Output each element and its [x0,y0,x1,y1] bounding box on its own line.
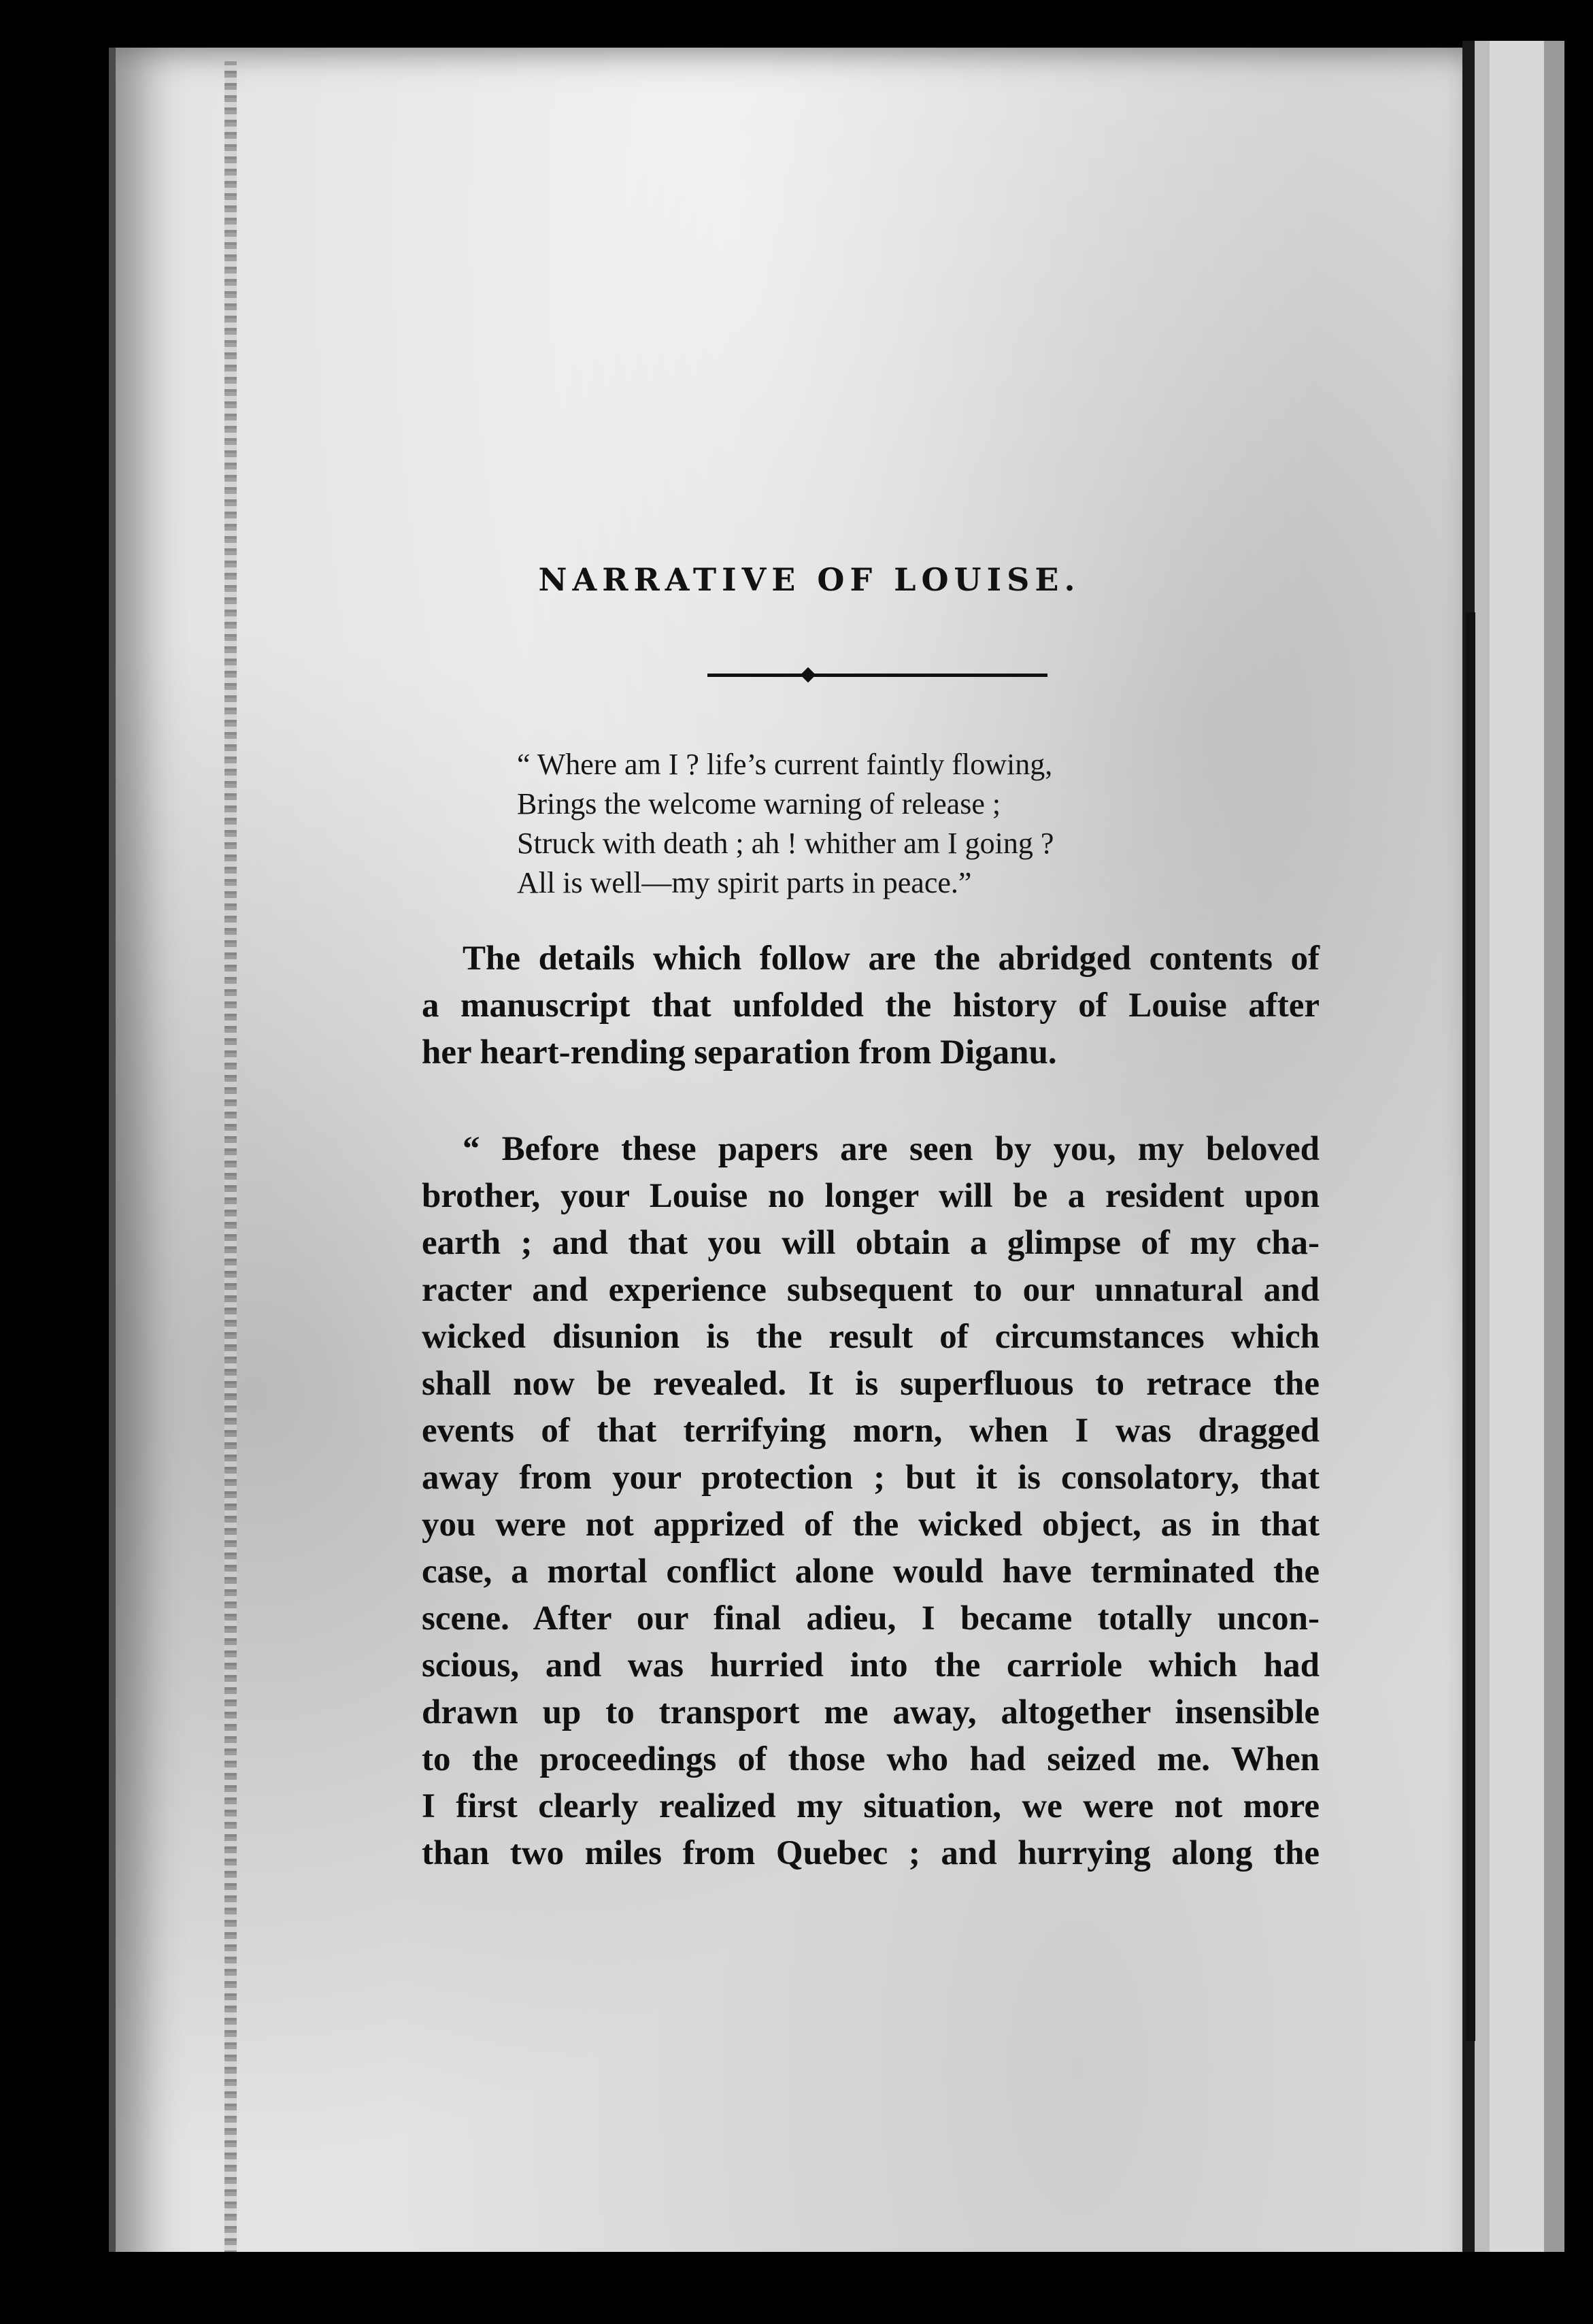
text-line: case, a mortal conflict alone would have terminated the [422,1553,1320,1591]
verse-line: All is well—my spirit parts in peace.” [517,866,972,899]
text-line: wicked disunion is the result of circumstances which [422,1318,1320,1356]
text-line: to the proceedings of those who had seized me. When [422,1740,1320,1778]
text-line: a manuscript that unfolded the history of Louise after [422,986,1320,1025]
text-line: shall now be revealed. It is superfluous to retrace the [422,1365,1320,1403]
text-line: her heart-rending separation from Diganu. [422,1033,1057,1072]
epigraph-verse [517,745,1299,903]
title-ornament-rule [707,674,1047,677]
text-line: I first clearly realized my situation, we were not more [422,1787,1320,1825]
text-line: The details which follow are the abridged contents of [463,940,1320,978]
text-line: you were not apprized of the wicked object, as in that [422,1506,1320,1544]
text-line: “ Before these papers are seen by you, my beloved [463,1130,1320,1168]
text-line: than two miles from Quebec ; and hurrying along the [422,1834,1320,1872]
text-line: brother, your Louise no longer will be a resident upon [422,1177,1320,1215]
text-line: racter and experience subsequent to our unnatural and [422,1271,1320,1309]
intro-paragraph [422,935,1320,1076]
manuscript-paragraph [422,1126,1320,1877]
book-binding-gutter [1462,41,1593,2324]
text-line: scious, and was hurried into the carriole which had [422,1646,1320,1684]
binding-shadow-line [1466,612,1475,2041]
chapter-title: NARRATIVE OF LOUISE. [538,561,1081,598]
text-line: events of that terrifying morn, when I was dragged [422,1412,1320,1450]
verse-line: “ Where am I ? life’s current faintly flowing, [517,748,1053,781]
verse-line: Brings the welcome warning of release ; [517,787,1001,820]
text-line: away from your protection ; but it is consolatory, that [422,1459,1320,1497]
text-line: drawn up to transport me away, altogether insensible [422,1693,1320,1731]
torn-page-edge [224,61,237,2300]
verse-line: Struck with death ; ah ! whither am I going ? [517,827,1054,860]
scan-border-bottom [0,2252,1593,2324]
text-line: scene. After our final adieu, I became totally uncon- [422,1599,1320,1638]
text-line: earth ; and that you will obtain a glimpse of my cha- [422,1224,1320,1262]
